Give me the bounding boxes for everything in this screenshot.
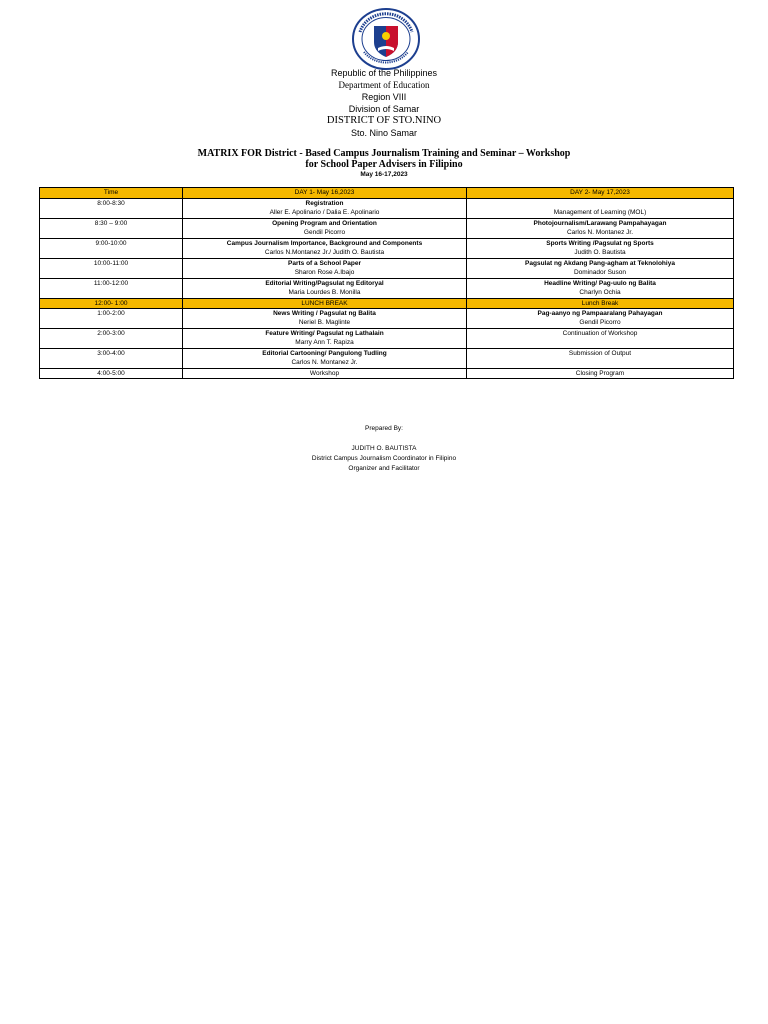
day1-cell: LUNCH BREAK: [183, 299, 467, 309]
day1-cell: [183, 199, 467, 219]
speaker-name: Maria Lourdes B. Monilla: [288, 289, 361, 296]
speaker-name: Gendil Picorro: [303, 229, 346, 236]
day2-cell: [467, 239, 734, 259]
town-line: Sto. Nino Samar: [350, 128, 418, 138]
speaker-name: Carlos N. Montanez Jr.: [566, 229, 634, 236]
speaker-name: Dominador Suson: [573, 269, 627, 276]
day2-cell: [467, 349, 734, 369]
speaker-name: Gendil Picorro: [579, 319, 621, 326]
session-title: Campus Journalism Importance, Background and Components: [226, 240, 423, 247]
session-name: Management of Learning (MOL): [553, 209, 647, 216]
table-header-row: [40, 188, 734, 199]
table-row: [40, 329, 734, 349]
session-title: Photojournalism/Larawang Pampahayagan: [533, 220, 667, 227]
letterhead: [0, 67, 768, 139]
time-cell: 2:00-3:00: [40, 329, 183, 349]
schedule-matrix: [39, 187, 734, 379]
day1-cell: [183, 309, 467, 329]
speaker-name: Judith O. Bautista: [574, 249, 626, 256]
district-line: DISTRICT OF STO.NINO: [326, 115, 442, 126]
session-title: Parts of a School Paper: [288, 260, 361, 267]
speaker-name: Carlos N. Montanez Jr.: [291, 359, 358, 366]
day1-cell: [183, 329, 467, 349]
day2-cell: [467, 259, 734, 279]
day2-cell: [467, 329, 734, 349]
time-cell: 4:00-5:00: [40, 369, 183, 379]
day2-cell: Closing Program: [467, 369, 734, 379]
day1-cell: [183, 239, 467, 259]
region-line: Region VIII: [361, 92, 407, 102]
speaker-name: Neriel B. Maglinte: [298, 319, 351, 326]
table-row: [40, 369, 734, 379]
title-line-1: MATRIX FOR District - Based Campus Journalism Training and Seminar – Workshop: [197, 148, 571, 159]
preparer-name: JUDITH O. BAUTISTA: [351, 445, 417, 452]
speaker-name: Marry Ann T. Rapiza: [295, 339, 354, 346]
session-name: Submission of Output: [568, 350, 632, 357]
time-cell: 9:00-10:00: [40, 239, 183, 259]
table-row: [40, 309, 734, 329]
table-row: [40, 259, 734, 279]
header-time: Time: [40, 188, 183, 199]
session-title: Sports Writing /Pagsulat ng Sports: [546, 240, 654, 247]
header-day2: DAY 2- May 17,2023: [467, 188, 734, 199]
day2-cell: Lunch Break: [467, 299, 734, 309]
prepared-by-block: [0, 424, 768, 474]
time-cell: 12:00- 1:00: [40, 299, 183, 309]
deped-seal-logo: [352, 8, 420, 70]
session-title: Pag-aanyo ng Pampaaralang Pahayagan: [537, 310, 663, 317]
session-title: News Writing / Pagsulat ng Balita: [273, 310, 376, 317]
lunch-row: [40, 299, 734, 309]
session-title: Editorial Writing/Pagsulat ng Editoryal: [265, 280, 384, 287]
speaker-name: Sharon Rose A.Ibajo: [294, 269, 355, 276]
time-cell: 10:00-11:00: [40, 259, 183, 279]
session-title: Opening Program and Orientation: [272, 220, 377, 227]
prepared-label: Prepared By:: [365, 425, 403, 432]
time-cell: 8:30 – 9:00: [40, 219, 183, 239]
title-line-2: for School Paper Advisers in Filipino: [305, 159, 463, 170]
day1-cell: [183, 259, 467, 279]
table-row: [40, 219, 734, 239]
speaker-name: Charlyn Ochia: [579, 289, 621, 296]
session-title: Pagsulat ng Akdang Pang-agham at Teknolohiya: [525, 260, 675, 267]
session-title: Registration: [305, 200, 344, 207]
division-line: Division of Samar: [348, 104, 420, 114]
table-row: [40, 199, 734, 219]
header-day1: DAY 1- May 16,2023: [183, 188, 467, 199]
speaker-name: Aller E. Apolinario / Dalia E. Apolinario: [269, 209, 380, 216]
day1-cell: Workshop: [183, 369, 467, 379]
session-name: Continuation of Workshop: [562, 330, 638, 337]
time-cell: 11:00-12:00: [40, 279, 183, 299]
time-cell: 3:00-4:00: [40, 349, 183, 369]
day2-cell: [467, 309, 734, 329]
speaker-name: Carlos N.Montanez Jr./ Judith O. Bautista: [264, 249, 385, 256]
session-title: Headline Writing/ Pag-uulo ng Balita: [544, 280, 656, 287]
day2-cell: [467, 219, 734, 239]
time-cell: 1:00-2:00: [40, 309, 183, 329]
table-row: [40, 279, 734, 299]
table-row: [40, 349, 734, 369]
session-title: Feature Writing/ Pagsulat ng Lathalain: [265, 330, 384, 337]
day2-cell: [467, 199, 734, 219]
title-date: May 16-17,2023: [360, 171, 408, 178]
preparer-role: Organizer and Facilitator: [348, 465, 420, 472]
day1-cell: [183, 279, 467, 299]
day2-cell: [467, 279, 734, 299]
preparer-position: District Campus Journalism Coordinator in Filipino: [311, 455, 457, 462]
document-title: [0, 148, 768, 180]
table-row: [40, 239, 734, 259]
session-title: Editorial Cartooning/ Pangulong Tudling: [262, 350, 387, 357]
country-line: Republic of the Philippines: [330, 68, 438, 78]
time-cell: 8:00-8:30: [40, 199, 183, 219]
day1-cell: [183, 219, 467, 239]
day1-cell: [183, 349, 467, 369]
department-line: Department of Education: [338, 80, 430, 90]
